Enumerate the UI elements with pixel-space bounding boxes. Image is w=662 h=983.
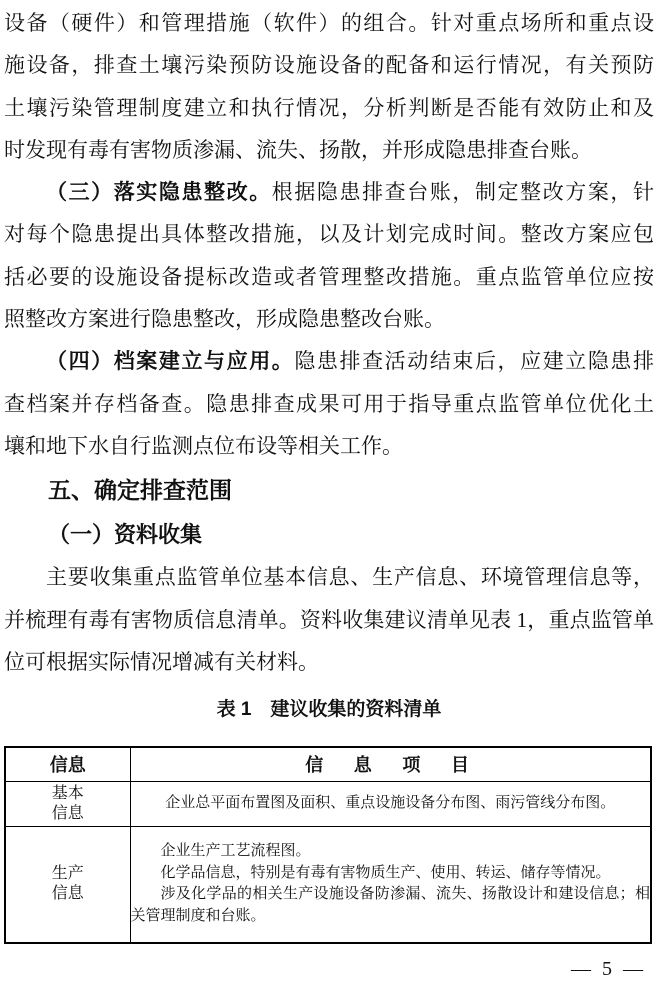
paragraph-line xyxy=(4,171,654,213)
paragraph-line: 并梳理有毒有害物质信息清单。资料收集建议清单见表 1，重点监管单 xyxy=(4,607,654,632)
table-header-row xyxy=(5,747,651,781)
item-paragraph: 涉及化学品的相关生产设施设备防渗漏、流失、扬散设计和建设信息；相关管理制度和台账。 xyxy=(130,886,650,925)
category-cell xyxy=(5,826,130,943)
items-cell: 企业总平面布置图及面积、重点设施设备分布图、雨污管线分布图。 xyxy=(130,781,651,826)
paragraph-text: 隐患排查活动结束后，应建立隐患排 xyxy=(294,349,654,374)
paragraph-line xyxy=(4,340,654,382)
paragraph-line: 施设备，排查土壤污染预防设施设备的配备和运行情况，有关预防 xyxy=(4,53,654,78)
data-collection-table xyxy=(4,746,652,944)
subsection-heading: （一）资料收集 xyxy=(48,522,203,548)
table-row-basic-info xyxy=(5,781,651,826)
body-text xyxy=(4,2,654,683)
paragraph-line: 位可根据实际情况增减有关材料。 xyxy=(4,649,319,674)
table-header-info: 信息 xyxy=(5,747,130,781)
paragraph-text: 根据隐患排查台账，制定整改方案，针 xyxy=(271,180,654,205)
category-line: 信息 xyxy=(51,885,84,903)
page-number: — 5 — xyxy=(571,958,646,981)
items-cell xyxy=(130,826,651,943)
paragraph-line: 设备（硬件）和管理措施（软件）的组合。针对重点场所和重点设 xyxy=(4,11,654,35)
paragraph-line: 查档案并存档备查。隐患排查成果可用于指导重点监管单位优化土 xyxy=(4,391,654,416)
item-paragraph: 化学品信息，特别是有毒有害物质生产、使用、转运、储存等情况。 xyxy=(160,864,611,881)
table-row-production-info xyxy=(5,826,651,943)
paragraph-line: 壤和地下水自行监测点位布设等相关工作。 xyxy=(4,433,403,458)
paragraph-lead: （三）落实隐患整改。 xyxy=(46,180,272,205)
category-cell xyxy=(5,781,130,826)
table-title: 表 1 建议收集的资料清单 xyxy=(216,699,442,721)
paragraph-line: 括必要的设施设备提标改造或者管理整改措施。重点监管单位应按 xyxy=(4,264,654,289)
item-paragraph: 企业生产工艺流程图。 xyxy=(160,843,311,859)
category-line: 信息 xyxy=(51,804,84,822)
section-heading: 五、确定排查范围 xyxy=(48,477,232,504)
paragraph-line: 照整改方案进行隐患整改，形成隐患整改台账。 xyxy=(4,307,445,332)
paragraph-line: 土壤污染管理制度建立和执行情况，分析判断是否能有效防止和及 xyxy=(4,95,654,120)
table-header-items: 信 息 项 目 xyxy=(130,747,651,781)
category-line: 生产 xyxy=(51,865,84,883)
paragraph-line: 主要收集重点监管单位基本信息、生产信息、环境管理信息等， xyxy=(46,565,654,590)
paragraph-line: 对每个隐患提出具体整改措施，以及计划完成时间。整改方案应包 xyxy=(4,222,654,247)
category-line: 基本 xyxy=(51,784,84,802)
paragraph-line: 时发现有毒有害物质渗漏、流失、扬散，并形成隐患排查台账。 xyxy=(4,137,592,162)
paragraph-lead: （四）档案建立与应用。 xyxy=(46,349,295,374)
